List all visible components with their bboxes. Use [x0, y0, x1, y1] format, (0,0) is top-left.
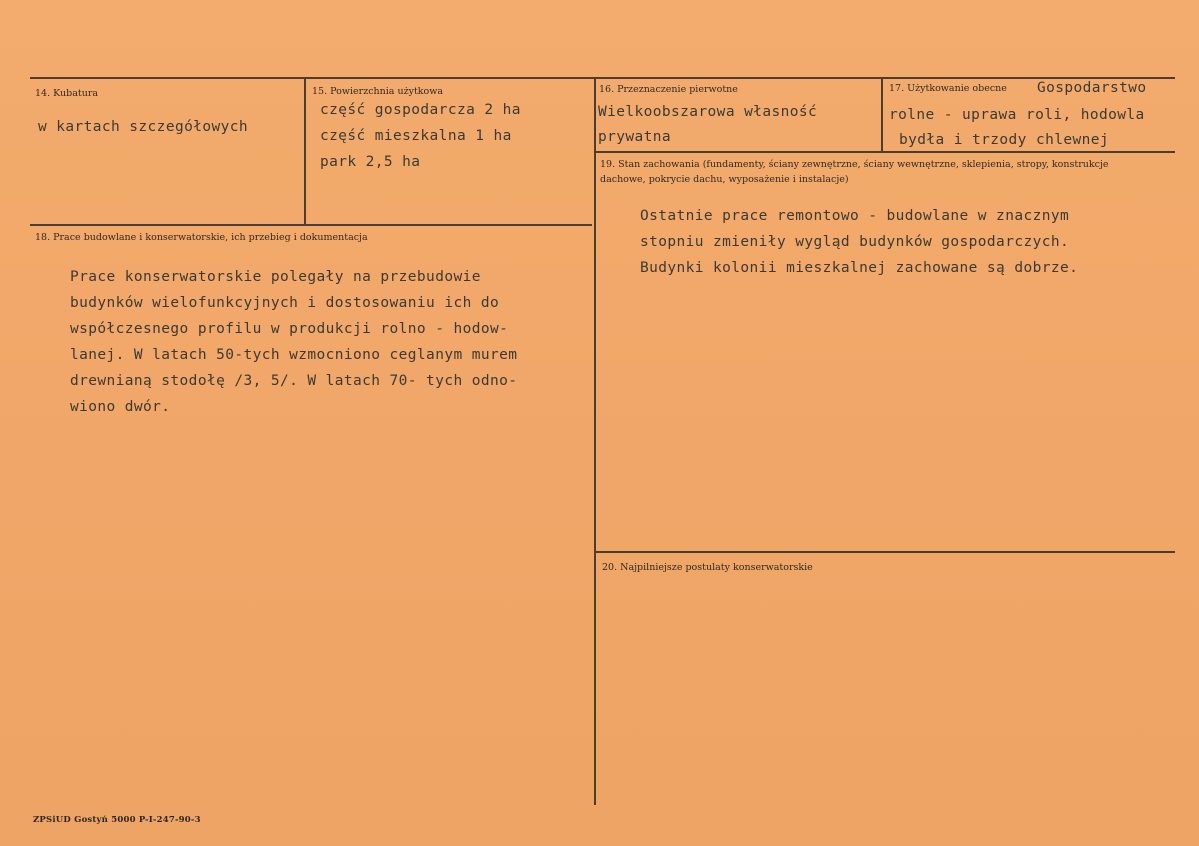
section-20-label: 20. Najpilniejsze postulaty konserwatorskie — [602, 562, 813, 573]
divider-16-17 — [881, 78, 883, 152]
section-16-line-1: Wielkoobszarowa własność — [598, 104, 818, 120]
section-19-line-2: stopniu zmieniły wygląd budynków gospodarczych. — [640, 234, 1070, 250]
section-19-line-1: Ostatnie prace remontowo - budowlane w znacznym — [640, 208, 1070, 224]
rule-19-bottom — [596, 551, 1175, 553]
section-15-line-3: park 2,5 ha — [320, 154, 421, 170]
divider-14-15 — [304, 78, 306, 225]
section-14-text: w kartach szczegółowych — [38, 119, 248, 135]
divider-main — [594, 78, 596, 805]
section-18-label: 18. Prace budowlane i konserwatorskie, ich przebieg i dokumentacja — [35, 232, 368, 243]
section-18-line-2: budynków wielofunkcyjnych i dostosowaniu ich do — [70, 295, 500, 311]
section-17-line-3: bydła i trzody chlewnej — [899, 132, 1109, 148]
section-18-line-3: współczesnego profilu w produkcji rolno - hodow- — [70, 321, 509, 337]
section-17-line-1: Gospodarstwo — [1037, 80, 1147, 96]
section-14-label: 14. Kubatura — [35, 88, 99, 99]
section-18-line-4: lanej. W latach 50-tych wzmocniono ceglanym murem — [70, 347, 518, 363]
print-footer: ZPSiUD Gostyń 5000 P-I-247-90-3 — [33, 815, 201, 825]
section-16-line-2: prywatna — [598, 129, 672, 145]
section-15-line-2: część mieszkalna 1 ha — [320, 128, 512, 144]
section-19-line-3: Budynki kolonii mieszkalnej zachowane są dobrze. — [640, 260, 1079, 276]
section-18-line-1: Prace konserwatorskie polegały na przebudowie — [70, 269, 481, 285]
section-17-label: 17. Użytkowanie obecne — [889, 83, 1007, 94]
top-rule — [30, 77, 1175, 79]
section-17-line-2: rolne - uprawa roli, hodowla — [889, 107, 1145, 123]
section-16-label: 16. Przeznaczenie pierwotne — [599, 84, 738, 95]
section-18-line-5: drewnianą stodołę /3, 5/. W latach 70- tych odno- — [70, 373, 518, 389]
rule-14-15-bottom — [30, 224, 592, 226]
section-15-line-1: część gospodarcza 2 ha — [320, 102, 521, 118]
section-15-label: 15. Powierzchnia użytkowa — [312, 86, 444, 97]
section-19-label: 19. Stan zachowania (fundamenty, ściany zewnętrzne, ściany wewnętrzne, sklepienia, stropy, konstrukcje dachowe, pokrycie dachu, wyposażenie i instalacje) — [600, 159, 1109, 185]
rule-16-17-bottom — [594, 151, 1175, 153]
section-18-line-6: wiono dwór. — [70, 399, 171, 415]
